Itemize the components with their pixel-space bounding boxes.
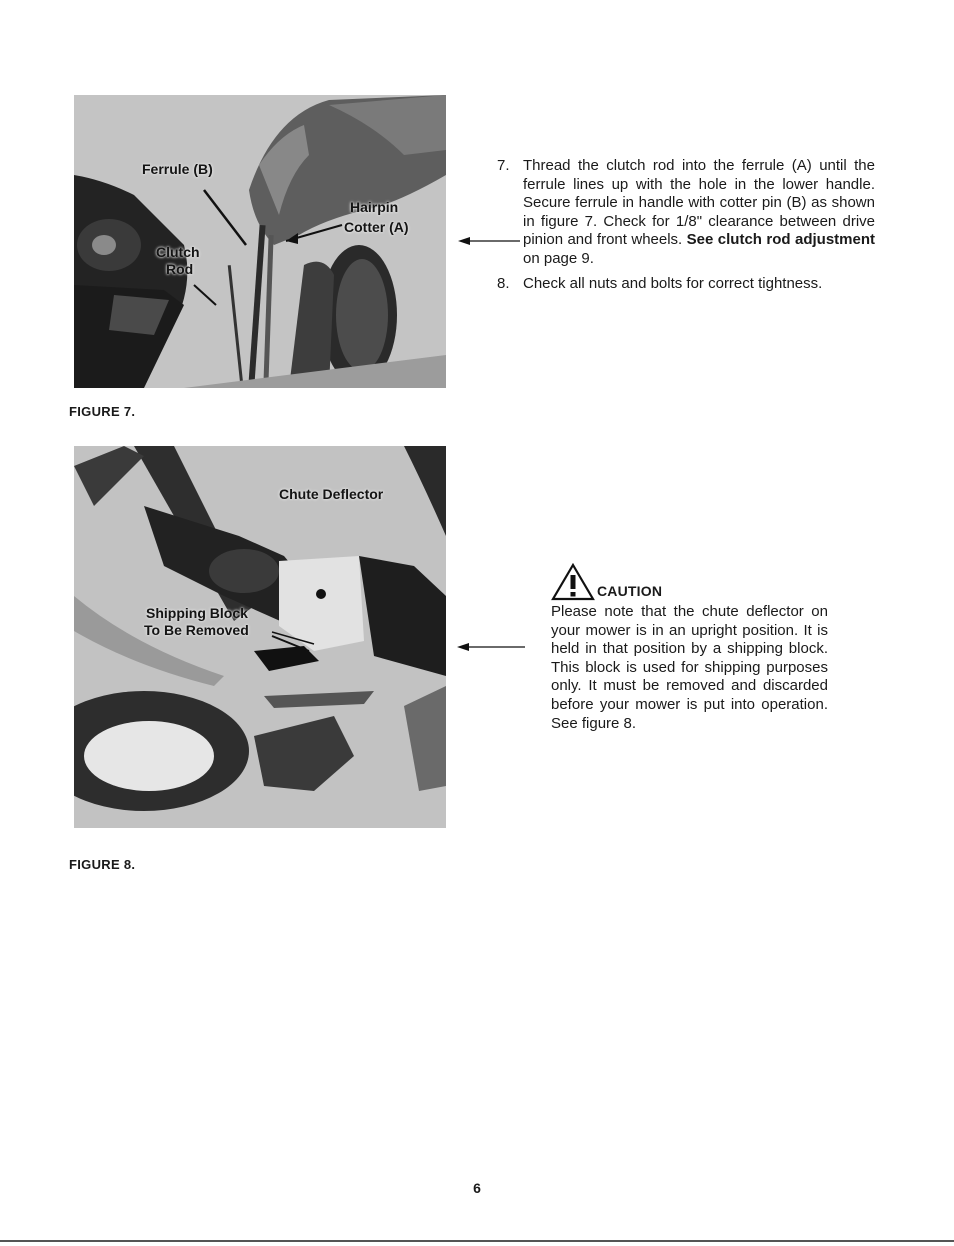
left-arrow-icon: [457, 642, 525, 652]
step-text-end: on page 9.: [523, 249, 594, 267]
step-number: 7.: [497, 157, 510, 174]
hairpin-label-line1: Hairpin: [350, 199, 399, 215]
step-number: 8.: [497, 274, 510, 292]
step-bold-reference: See clutch rod adjustment: [686, 231, 875, 249]
figure-7-photo: [74, 95, 446, 388]
clutch-rod-label-line1: Clutch: [156, 244, 200, 260]
caution-heading: [551, 563, 828, 601]
step-8: [497, 275, 875, 294]
step-text: Thread the clutch rod into the ferrule (A) until the ferrule lines up with the hole in the lower handle. Secure ferrule in handle with cotter pin (B) as shown in figure 7. Check for 1/8" clearance between drive pinion and front wheels.: [523, 157, 875, 249]
bottom-rule: [0, 1240, 954, 1242]
caution-notice: [551, 563, 828, 733]
figure-8-leader-lines: [74, 446, 446, 828]
figure-8-caption: FIGURE 8.: [69, 857, 136, 872]
left-arrow-icon: [458, 236, 520, 246]
page-number: 6: [473, 1180, 481, 1196]
clutch-rod-label-line2: Rod: [166, 261, 194, 277]
ferrule-label: Ferrule (B): [142, 161, 213, 177]
step-text: Check all nuts and bolts for correct tightness.: [523, 274, 823, 292]
shipping-block-label-line1: Shipping Block: [146, 605, 248, 621]
step-7: [497, 157, 875, 269]
chute-deflector-label: Chute Deflector: [279, 486, 384, 502]
figure-8-photo: [74, 446, 446, 828]
figure-7-leader-lines: [74, 95, 446, 388]
shipping-block-label-line2: To Be Removed: [144, 622, 249, 638]
figure-7-caption: FIGURE 7.: [69, 404, 136, 419]
caution-text: Please note that the chute deflector on your mower is in an upright position. It is held in that position by a shipping block. This block is used for shipping purposes only. It must be removed and discarded before your mower is put into operation. See figure 8.: [551, 603, 828, 732]
warning-triangle-icon: [551, 563, 595, 601]
assembly-steps: [497, 157, 875, 299]
caution-title: CAUTION: [597, 583, 663, 599]
hairpin-label-line2: Cotter (A): [344, 219, 409, 235]
